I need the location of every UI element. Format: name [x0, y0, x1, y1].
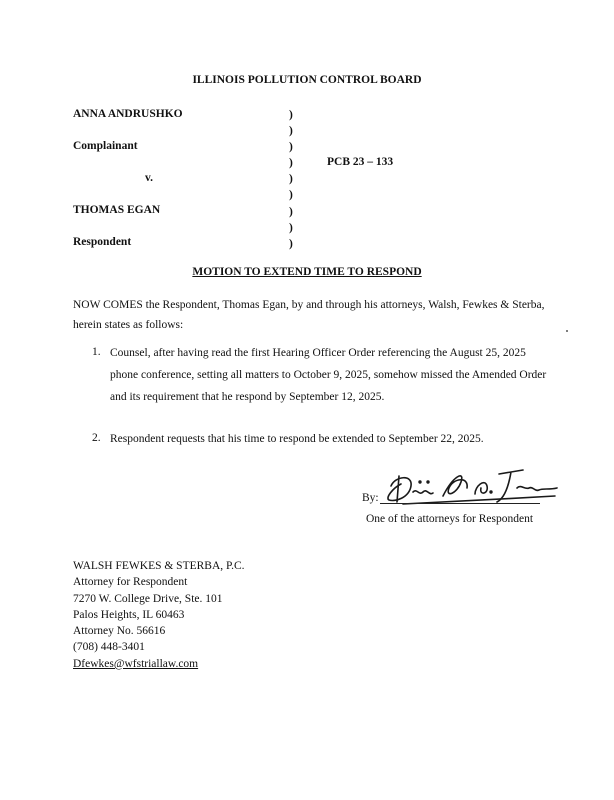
- firm-address-line2: Palos Heights, IL 60463: [73, 608, 185, 621]
- complainant-name: ANNA ANDRUSHKO: [73, 108, 183, 120]
- signature-by-label: By:: [362, 492, 379, 504]
- firm-email-link[interactable]: Dfewkes@wfstriallaw.com: [73, 657, 199, 670]
- respondent-role: Respondent: [73, 236, 132, 248]
- paren: ): [289, 237, 293, 250]
- paren: ): [289, 173, 293, 186]
- paren: ): [289, 189, 293, 202]
- firm-name: WALSH FEWKES & STERBA, P.C.: [73, 560, 245, 572]
- firm-role: Attorney for Respondent: [73, 576, 188, 589]
- firm-address-line1: 7270 W. College Drive, Ste. 101: [73, 592, 223, 605]
- intro-paragraph: NOW COMES the Respondent, Thomas Egan, by and through his attorneys, Walsh, Fewkes & Sterba, herein states as follows:: [73, 299, 545, 331]
- list-item: Respondent requests that his time to respond be extended to September 22, 2025.: [110, 433, 484, 445]
- paren: ): [289, 221, 293, 234]
- item-number: 1.: [92, 346, 101, 358]
- handwritten-signature: [383, 466, 563, 508]
- motion-title-text: MOTION TO EXTEND TIME TO RESPOND: [192, 266, 422, 278]
- attorney-number: Attorney No. 56616: [73, 625, 166, 638]
- paren: ): [289, 141, 293, 154]
- respondent-name: THOMAS EGAN: [73, 204, 161, 216]
- paren: ): [289, 205, 293, 218]
- motion-title: [0, 265, 614, 279]
- scan-speck: [566, 330, 568, 332]
- caption-parentheses: [289, 107, 293, 252]
- paren: ): [289, 109, 293, 121]
- case-number: PCB 23 – 133: [327, 156, 394, 168]
- firm-phone: (708) 448-3401: [73, 641, 145, 654]
- complainant-role: Complainant: [73, 140, 138, 152]
- court-title: ILLINOIS POLLUTION CONTROL BOARD: [192, 74, 422, 86]
- signature-line: [380, 503, 540, 504]
- firm-block: [73, 558, 245, 672]
- versus-label: v.: [145, 172, 153, 184]
- paren: ): [289, 157, 293, 170]
- item-number: 2.: [92, 432, 101, 444]
- list-item: Counsel, after having read the first Hearing Officer Order referencing the August 25, 2025 phone conference, setting all matters to October 9, 2025, somehow missed the Amended Order and its requirement that he respond by September 12, 2025.: [110, 347, 547, 403]
- paren: ): [289, 125, 293, 138]
- signature-caption: One of the attorneys for Respondent: [366, 513, 534, 525]
